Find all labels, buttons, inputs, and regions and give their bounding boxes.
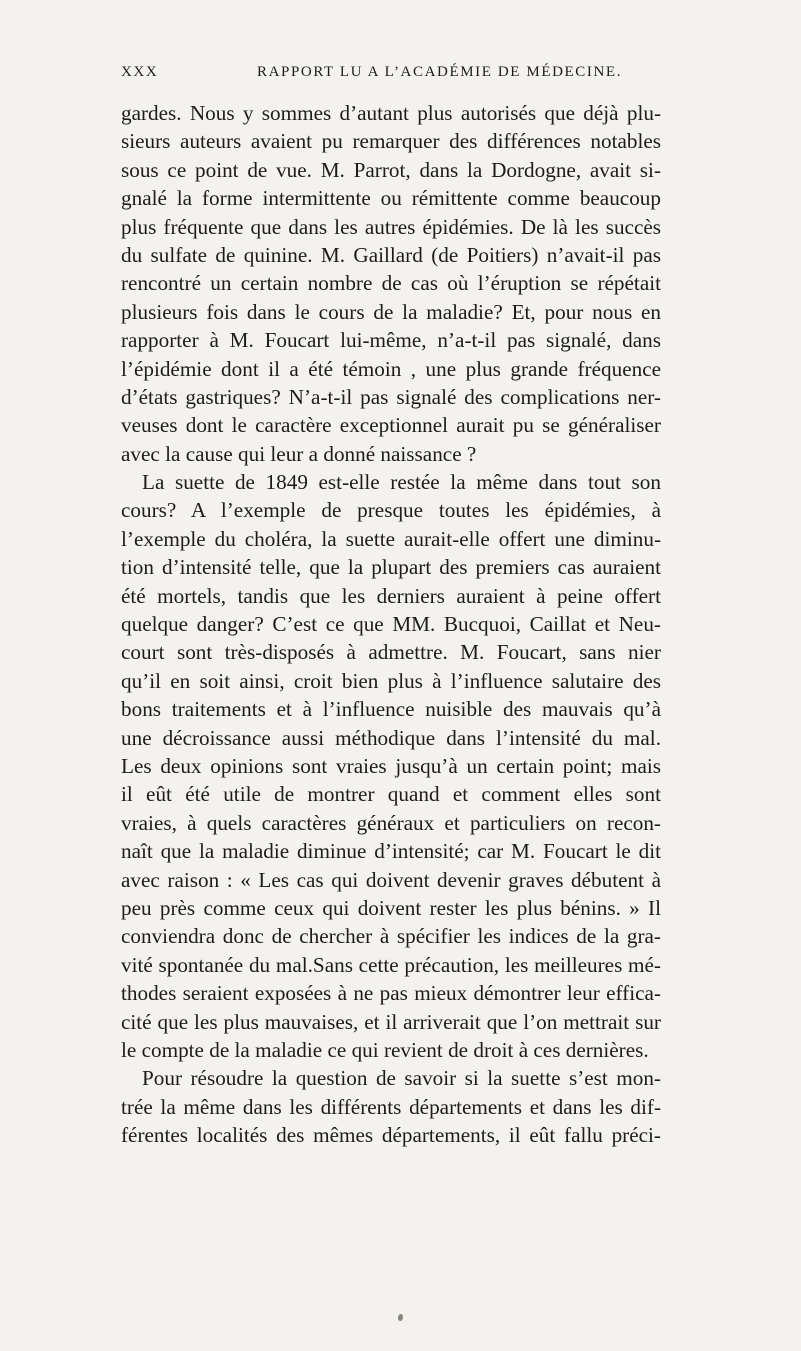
text-line: quelque danger? C’est ce que MM. Bucquoi, Caillat et Neu- <box>121 612 661 637</box>
text-line: férentes localités des mêmes départements, il eût fallu préci- <box>121 1123 661 1148</box>
text-line: Les deux opinions sont vraies jusqu’à un certain point; mais <box>121 753 661 778</box>
text-line: sieurs auteurs avaient pu remarquer des différences notables <box>121 129 661 154</box>
text-line: avec raison : « Les cas qui doivent devenir graves débutent à <box>121 867 661 892</box>
text-line: plusieurs fois dans le cours de la maladie? Et, pour nous en <box>121 299 661 324</box>
page-number: XXX <box>121 64 159 80</box>
text-line: il eût été utile de montrer quand et comment elles sont <box>121 782 661 807</box>
text-line: veuses dont le caractère exceptionnel aurait pu se généraliser <box>121 413 661 438</box>
text-line: vité spontanée du mal.Sans cette précaution, les meilleures mé- <box>121 952 661 977</box>
text-line: l’exemple du choléra, la suette aurait-elle offert une diminu- <box>121 526 661 551</box>
text-line: cours? A l’exemple de presque toutes les épidémies, à <box>121 498 661 523</box>
text-line: gnalé la forme intermittente ou rémittente comme beaucoup <box>121 186 661 211</box>
text-line: naît que la maladie diminue d’intensité; car M. Foucart le dit <box>121 839 661 864</box>
ink-speck <box>397 1314 403 1322</box>
text-line: conviendra donc de chercher à spécifier les indices de la gra- <box>121 924 661 949</box>
text-line: Pour résoudre la question de savoir si la suette s’est mon- <box>142 1066 661 1091</box>
text-line: La suette de 1849 est-elle restée la même dans tout son <box>142 470 661 495</box>
text-line: qu’il en soit ainsi, croit bien plus à l’influence salutaire des <box>121 668 661 693</box>
running-header <box>121 64 661 86</box>
text-line: trée la même dans les différents départements et dans les dif- <box>121 1094 661 1119</box>
text-line: été mortels, tandis que les derniers auraient à peine offert <box>121 583 661 608</box>
body-text <box>121 99 661 1149</box>
text-line: tion d’intensité telle, que la plupart des premiers cas auraient <box>121 555 661 580</box>
text-line: bons traitements et à l’influence nuisible des mauvais qu’à <box>121 697 661 722</box>
text-line: plus fréquente que dans les autres épidémies. De là les succès <box>121 214 661 239</box>
text-line: l’épidémie dont il a été témoin , une plus grande fréquence <box>121 356 661 381</box>
text-line: avec la cause qui leur a donné naissance ? <box>121 441 477 466</box>
text-line: le compte de la maladie ce qui revient de droit à ces dernières. <box>121 1037 649 1062</box>
text-line: rencontré un certain nombre de cas où l’éruption se répétait <box>121 271 661 296</box>
text-line: thodes seraient exposées à ne pas mieux démontrer leur effica- <box>121 981 661 1006</box>
text-line: gardes. Nous y sommes d’autant plus autorisés que déjà plu- <box>121 101 661 125</box>
text-line: sous ce point de vue. M. Parrot, dans la Dordogne, avait si- <box>121 157 661 182</box>
text-line: court sont très-disposés à admettre. M. Foucart, sans nier <box>121 640 661 665</box>
text-line: rapporter à M. Foucart lui-même, n’a-t-il pas signalé, dans <box>121 328 661 353</box>
text-line: vraies, à quels caractères généraux et particuliers on recon- <box>121 810 661 835</box>
running-title: RAPPORT LU A L’ACADÉMIE DE MÉDECINE. <box>257 64 623 80</box>
text-line: cité que les plus mauvaises, et il arriverait que l’on mettrait sur <box>121 1009 661 1034</box>
text-line: peu près comme ceux qui doivent rester les plus bénins. » Il <box>121 895 661 920</box>
text-line: une décroissance aussi méthodique dans l’intensité du mal. <box>121 725 661 750</box>
text-line: du sulfate de quinine. M. Gaillard (de Poitiers) n’avait-il pas <box>121 242 661 267</box>
text-line: d’états gastriques? N’a-t-il pas signalé des complications ner- <box>121 384 661 409</box>
